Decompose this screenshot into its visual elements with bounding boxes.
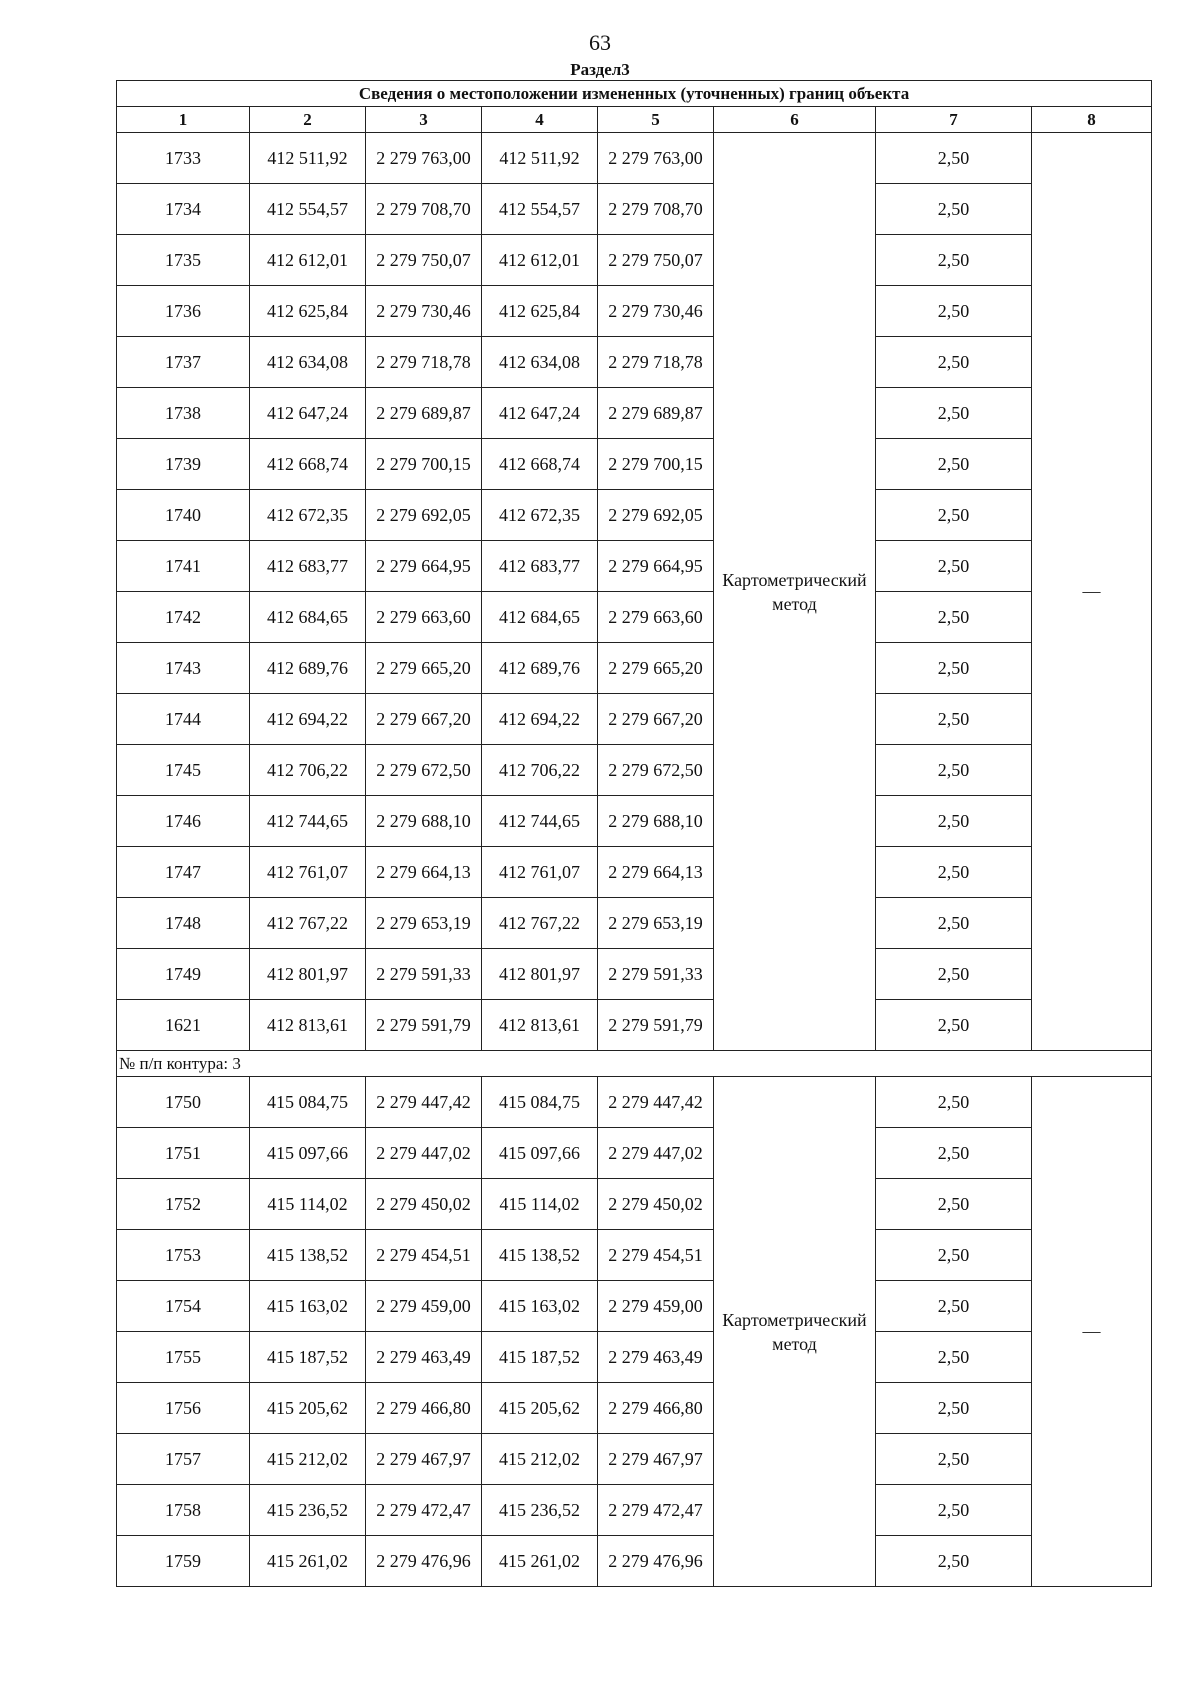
table-row: [117, 184, 1152, 235]
y-existing-cell: 2 279 692,05: [366, 490, 482, 541]
x-existing-cell: 412 744,65: [250, 796, 366, 847]
table-row: [117, 1536, 1152, 1587]
point-number-cell: 1743: [117, 643, 250, 694]
y-new-cell: 2 279 653,19: [598, 898, 714, 949]
point-number-cell: 1754: [117, 1281, 250, 1332]
y-existing-cell: 2 279 463,49: [366, 1332, 482, 1383]
table-caption-row: [117, 81, 1152, 107]
table-row: [117, 796, 1152, 847]
accuracy-cell: 2,50: [876, 337, 1032, 388]
x-new-cell: 412 683,77: [482, 541, 598, 592]
point-number-cell: 1759: [117, 1536, 250, 1587]
x-new-cell: 412 801,97: [482, 949, 598, 1000]
point-number-cell: 1735: [117, 235, 250, 286]
x-existing-cell: 415 205,62: [250, 1383, 366, 1434]
table-row: [117, 1383, 1152, 1434]
accuracy-cell: 2,50: [876, 847, 1032, 898]
accuracy-cell: 2,50: [876, 1077, 1032, 1128]
x-existing-cell: 412 625,84: [250, 286, 366, 337]
table-header-row: [117, 107, 1152, 133]
point-number-cell: 1753: [117, 1230, 250, 1281]
y-existing-cell: 2 279 459,00: [366, 1281, 482, 1332]
description-cell: —: [1032, 133, 1152, 1051]
accuracy-cell: 2,50: [876, 133, 1032, 184]
y-new-cell: 2 279 467,97: [598, 1434, 714, 1485]
y-existing-cell: 2 279 665,20: [366, 643, 482, 694]
x-existing-cell: 412 634,08: [250, 337, 366, 388]
y-existing-cell: 2 279 447,42: [366, 1077, 482, 1128]
accuracy-cell: 2,50: [876, 1281, 1032, 1332]
x-existing-cell: 412 706,22: [250, 745, 366, 796]
column-header: 3: [366, 107, 482, 133]
y-new-cell: 2 279 763,00: [598, 133, 714, 184]
method-cell: Картометрический метод: [714, 133, 876, 1051]
x-existing-cell: 412 612,01: [250, 235, 366, 286]
table-row: [117, 1000, 1152, 1051]
column-header: 8: [1032, 107, 1152, 133]
point-number-cell: 1742: [117, 592, 250, 643]
y-new-cell: 2 279 688,10: [598, 796, 714, 847]
boundary-coordinates-table: [116, 80, 1152, 1587]
x-new-cell: 415 236,52: [482, 1485, 598, 1536]
y-existing-cell: 2 279 730,46: [366, 286, 482, 337]
y-new-cell: 2 279 591,33: [598, 949, 714, 1000]
y-new-cell: 2 279 454,51: [598, 1230, 714, 1281]
y-new-cell: 2 279 664,95: [598, 541, 714, 592]
y-existing-cell: 2 279 467,97: [366, 1434, 482, 1485]
x-new-cell: 412 706,22: [482, 745, 598, 796]
table-row: [117, 1128, 1152, 1179]
y-existing-cell: 2 279 450,02: [366, 1179, 482, 1230]
accuracy-cell: 2,50: [876, 643, 1032, 694]
table-row: [117, 949, 1152, 1000]
y-new-cell: 2 279 447,02: [598, 1128, 714, 1179]
x-existing-cell: 415 187,52: [250, 1332, 366, 1383]
page-number: 63: [589, 30, 611, 55]
point-number-cell: 1741: [117, 541, 250, 592]
y-existing-cell: 2 279 454,51: [366, 1230, 482, 1281]
x-new-cell: 412 761,07: [482, 847, 598, 898]
y-new-cell: 2 279 708,70: [598, 184, 714, 235]
y-new-cell: 2 279 667,20: [598, 694, 714, 745]
y-existing-cell: 2 279 718,78: [366, 337, 482, 388]
section-title: Раздел3: [570, 60, 630, 79]
x-new-cell: 415 163,02: [482, 1281, 598, 1332]
point-number-cell: 1746: [117, 796, 250, 847]
x-existing-cell: 412 554,57: [250, 184, 366, 235]
x-existing-cell: 415 084,75: [250, 1077, 366, 1128]
point-number-cell: 1736: [117, 286, 250, 337]
x-existing-cell: 415 138,52: [250, 1230, 366, 1281]
point-number-cell: 1755: [117, 1332, 250, 1383]
y-existing-cell: 2 279 466,80: [366, 1383, 482, 1434]
x-new-cell: 412 511,92: [482, 133, 598, 184]
accuracy-cell: 2,50: [876, 1383, 1032, 1434]
y-new-cell: 2 279 663,60: [598, 592, 714, 643]
x-new-cell: 412 634,08: [482, 337, 598, 388]
accuracy-cell: 2,50: [876, 796, 1032, 847]
x-new-cell: 412 689,76: [482, 643, 598, 694]
table-row: [117, 898, 1152, 949]
x-new-cell: 415 114,02: [482, 1179, 598, 1230]
x-existing-cell: 415 097,66: [250, 1128, 366, 1179]
contour-label: № п/п контура: 3: [117, 1051, 1152, 1077]
y-new-cell: 2 279 718,78: [598, 337, 714, 388]
y-existing-cell: 2 279 688,10: [366, 796, 482, 847]
point-number-cell: 1733: [117, 133, 250, 184]
table-row: [117, 235, 1152, 286]
point-number-cell: 1745: [117, 745, 250, 796]
accuracy-cell: 2,50: [876, 490, 1032, 541]
x-new-cell: 415 187,52: [482, 1332, 598, 1383]
y-existing-cell: 2 279 750,07: [366, 235, 482, 286]
x-existing-cell: 412 801,97: [250, 949, 366, 1000]
x-existing-cell: 415 163,02: [250, 1281, 366, 1332]
point-number-cell: 1756: [117, 1383, 250, 1434]
x-existing-cell: 415 212,02: [250, 1434, 366, 1485]
y-existing-cell: 2 279 664,95: [366, 541, 482, 592]
x-new-cell: 415 212,02: [482, 1434, 598, 1485]
method-cell: Картометрический метод: [714, 1077, 876, 1587]
y-new-cell: 2 279 466,80: [598, 1383, 714, 1434]
point-number-cell: 1744: [117, 694, 250, 745]
accuracy-cell: 2,50: [876, 1128, 1032, 1179]
accuracy-cell: 2,50: [876, 1485, 1032, 1536]
accuracy-cell: 2,50: [876, 286, 1032, 337]
point-number-cell: 1748: [117, 898, 250, 949]
x-new-cell: 412 668,74: [482, 439, 598, 490]
x-existing-cell: 415 114,02: [250, 1179, 366, 1230]
y-new-cell: 2 279 730,46: [598, 286, 714, 337]
point-number-cell: 1734: [117, 184, 250, 235]
y-new-cell: 2 279 447,42: [598, 1077, 714, 1128]
x-existing-cell: 412 767,22: [250, 898, 366, 949]
contour-row: [117, 1051, 1152, 1077]
accuracy-cell: 2,50: [876, 694, 1032, 745]
point-number-cell: 1739: [117, 439, 250, 490]
accuracy-cell: 2,50: [876, 439, 1032, 490]
y-new-cell: 2 279 689,87: [598, 388, 714, 439]
point-number-cell: 1621: [117, 1000, 250, 1051]
table-row: [117, 745, 1152, 796]
x-new-cell: 412 744,65: [482, 796, 598, 847]
x-new-cell: 412 813,61: [482, 1000, 598, 1051]
y-new-cell: 2 279 450,02: [598, 1179, 714, 1230]
y-existing-cell: 2 279 763,00: [366, 133, 482, 184]
table-row: [117, 1077, 1152, 1128]
point-number-cell: 1740: [117, 490, 250, 541]
x-existing-cell: 412 511,92: [250, 133, 366, 184]
y-new-cell: 2 279 472,47: [598, 1485, 714, 1536]
description-cell: —: [1032, 1077, 1152, 1587]
y-existing-cell: 2 279 672,50: [366, 745, 482, 796]
x-existing-cell: 412 813,61: [250, 1000, 366, 1051]
table-row: [117, 1434, 1152, 1485]
y-existing-cell: 2 279 700,15: [366, 439, 482, 490]
y-existing-cell: 2 279 591,33: [366, 949, 482, 1000]
y-existing-cell: 2 279 476,96: [366, 1536, 482, 1587]
column-header: 5: [598, 107, 714, 133]
x-new-cell: 412 684,65: [482, 592, 598, 643]
x-new-cell: 415 205,62: [482, 1383, 598, 1434]
table-row: [117, 643, 1152, 694]
x-new-cell: 415 138,52: [482, 1230, 598, 1281]
y-new-cell: 2 279 459,00: [598, 1281, 714, 1332]
table-caption: Сведения о местоположении измененных (уточненных) границ объекта: [117, 81, 1152, 107]
table-row: [117, 286, 1152, 337]
point-number-cell: 1738: [117, 388, 250, 439]
table-body: [117, 81, 1152, 1587]
point-number-cell: 1752: [117, 1179, 250, 1230]
y-new-cell: 2 279 664,13: [598, 847, 714, 898]
accuracy-cell: 2,50: [876, 1179, 1032, 1230]
column-header: 4: [482, 107, 598, 133]
point-number-cell: 1750: [117, 1077, 250, 1128]
accuracy-cell: 2,50: [876, 1000, 1032, 1051]
y-new-cell: 2 279 665,20: [598, 643, 714, 694]
table-row: [117, 1485, 1152, 1536]
table-row: [117, 847, 1152, 898]
table-row: [117, 1179, 1152, 1230]
table-row: [117, 490, 1152, 541]
accuracy-cell: 2,50: [876, 235, 1032, 286]
y-existing-cell: 2 279 472,47: [366, 1485, 482, 1536]
accuracy-cell: 2,50: [876, 898, 1032, 949]
x-new-cell: 412 647,24: [482, 388, 598, 439]
point-number-cell: 1737: [117, 337, 250, 388]
x-new-cell: 412 694,22: [482, 694, 598, 745]
table-row: [117, 439, 1152, 490]
table-row: [117, 1230, 1152, 1281]
y-existing-cell: 2 279 667,20: [366, 694, 482, 745]
x-new-cell: 412 612,01: [482, 235, 598, 286]
accuracy-cell: 2,50: [876, 949, 1032, 1000]
y-existing-cell: 2 279 689,87: [366, 388, 482, 439]
x-existing-cell: 412 689,76: [250, 643, 366, 694]
accuracy-cell: 2,50: [876, 1536, 1032, 1587]
accuracy-cell: 2,50: [876, 592, 1032, 643]
x-new-cell: 412 672,35: [482, 490, 598, 541]
point-number-cell: 1758: [117, 1485, 250, 1536]
accuracy-cell: 2,50: [876, 388, 1032, 439]
accuracy-cell: 2,50: [876, 1332, 1032, 1383]
y-new-cell: 2 279 672,50: [598, 745, 714, 796]
point-number-cell: 1747: [117, 847, 250, 898]
accuracy-cell: 2,50: [876, 1434, 1032, 1485]
x-existing-cell: 412 761,07: [250, 847, 366, 898]
y-new-cell: 2 279 750,07: [598, 235, 714, 286]
x-new-cell: 412 767,22: [482, 898, 598, 949]
y-existing-cell: 2 279 447,02: [366, 1128, 482, 1179]
table-row: [117, 1332, 1152, 1383]
table-row: [117, 388, 1152, 439]
x-new-cell: 412 554,57: [482, 184, 598, 235]
accuracy-cell: 2,50: [876, 541, 1032, 592]
y-new-cell: 2 279 692,05: [598, 490, 714, 541]
y-existing-cell: 2 279 591,79: [366, 1000, 482, 1051]
accuracy-cell: 2,50: [876, 1230, 1032, 1281]
x-existing-cell: 412 684,65: [250, 592, 366, 643]
y-existing-cell: 2 279 708,70: [366, 184, 482, 235]
y-new-cell: 2 279 463,49: [598, 1332, 714, 1383]
x-existing-cell: 415 236,52: [250, 1485, 366, 1536]
y-existing-cell: 2 279 664,13: [366, 847, 482, 898]
accuracy-cell: 2,50: [876, 745, 1032, 796]
table-row: [117, 694, 1152, 745]
y-new-cell: 2 279 700,15: [598, 439, 714, 490]
x-new-cell: 415 097,66: [482, 1128, 598, 1179]
table-row: [117, 337, 1152, 388]
column-header: 1: [117, 107, 250, 133]
y-new-cell: 2 279 591,79: [598, 1000, 714, 1051]
column-header: 6: [714, 107, 876, 133]
column-header: 7: [876, 107, 1032, 133]
x-existing-cell: 412 668,74: [250, 439, 366, 490]
point-number-cell: 1751: [117, 1128, 250, 1179]
x-existing-cell: 412 647,24: [250, 388, 366, 439]
x-existing-cell: 415 261,02: [250, 1536, 366, 1587]
point-number-cell: 1749: [117, 949, 250, 1000]
x-new-cell: 412 625,84: [482, 286, 598, 337]
table-row: [117, 541, 1152, 592]
accuracy-cell: 2,50: [876, 184, 1032, 235]
table-row: [117, 133, 1152, 184]
x-existing-cell: 412 672,35: [250, 490, 366, 541]
x-existing-cell: 412 694,22: [250, 694, 366, 745]
y-new-cell: 2 279 476,96: [598, 1536, 714, 1587]
column-header: 2: [250, 107, 366, 133]
x-new-cell: 415 084,75: [482, 1077, 598, 1128]
y-existing-cell: 2 279 663,60: [366, 592, 482, 643]
table-row: [117, 592, 1152, 643]
y-existing-cell: 2 279 653,19: [366, 898, 482, 949]
x-existing-cell: 412 683,77: [250, 541, 366, 592]
table-row: [117, 1281, 1152, 1332]
x-new-cell: 415 261,02: [482, 1536, 598, 1587]
point-number-cell: 1757: [117, 1434, 250, 1485]
